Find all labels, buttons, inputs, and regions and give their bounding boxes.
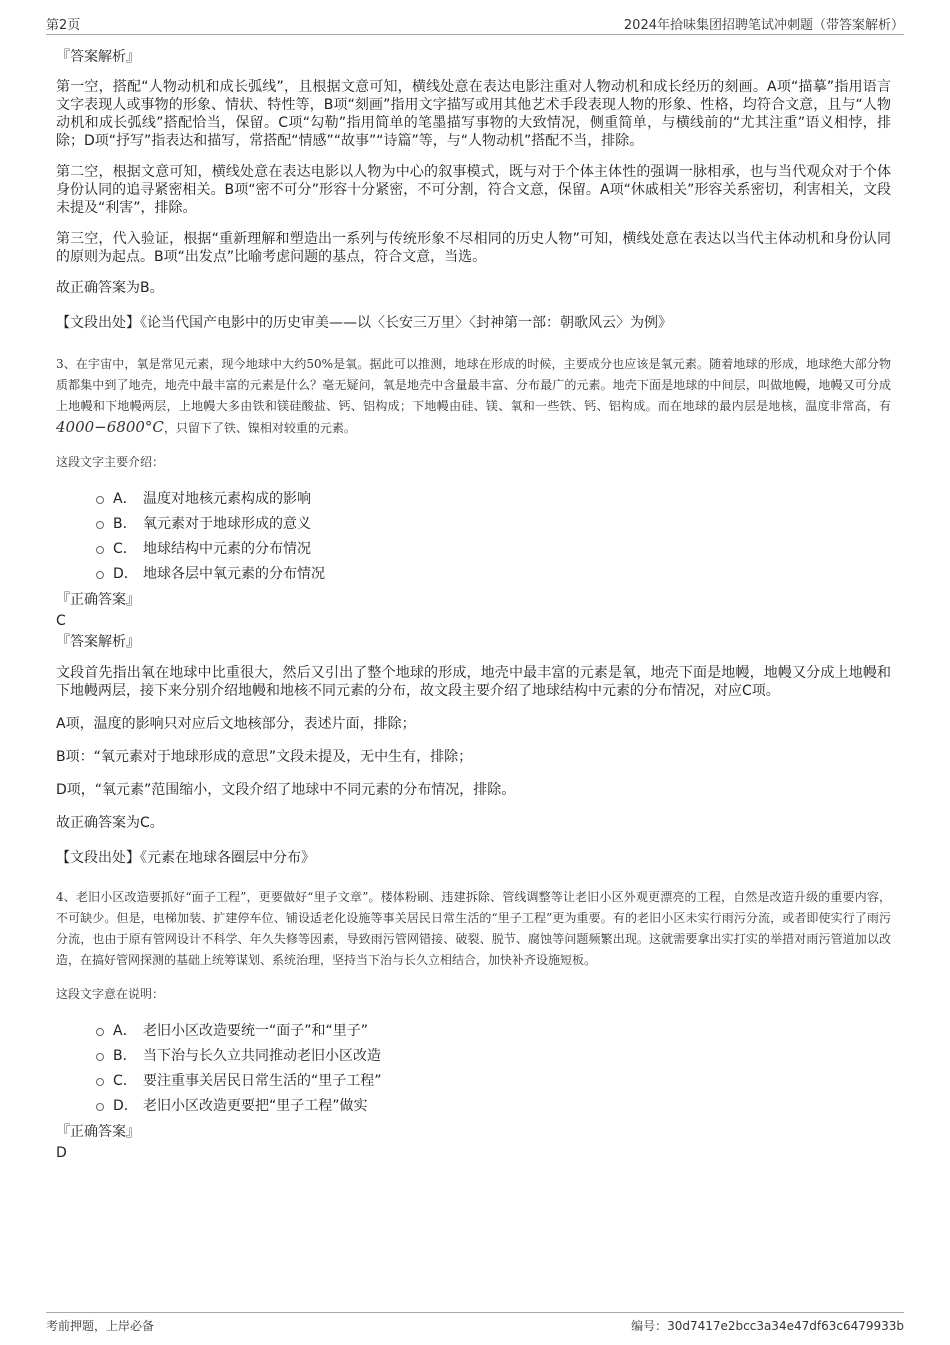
- q2-paragraph: 第一空，搭配“人物动机和成长弧线”，且根据文意可知，横线处意在表达电影注重对人物动机和成长经历的刻画。A项“描摹”指用语言文字表现人或事物的形象、情状、特性等，B项“刻画”指用文字描写或用其他艺术手段表现人物的形象、性格，均符合文意，且与“人物动机和成长弧线”搭配恰当，保留。C项“勾勒”指用简单的笔墨描写事物的大致情况，侧重简单，与横线前的“尤其注重”语义相悖，排除；D项“抒写”指表达和描写，常搭配“情感”“故事”“诗篇”等，与“人物动机”搭配不当，排除。: [56, 79, 891, 149]
- q3-paragraph: 故正确答案为C。: [56, 815, 164, 831]
- q3-answer: C: [56, 613, 66, 629]
- radio-icon[interactable]: [96, 496, 104, 504]
- page-header: [46, 14, 904, 35]
- document-body: [56, 48, 891, 1162]
- q3-text-after: ，只留下了铁、镍相对较重的元素。: [163, 421, 356, 435]
- document-title: 2024年拾味集团招聘笔试冲刺题（带答案解析）: [623, 18, 904, 33]
- q3-paragraph: A项，温度的影响只对应后文地核部分，表述片面，排除；: [56, 716, 416, 732]
- q2-source: 【文段出处】《论当代国产电影中的历史审美——以〈长安三万里〉〈封神第一部：朝歌风云〉为例》: [56, 315, 672, 331]
- q3-option-b[interactable]: [96, 512, 891, 537]
- option-text: 地球结构中元素的分布情况: [143, 541, 311, 557]
- q4-option-d[interactable]: [96, 1094, 891, 1119]
- q3-prompt: 这段文字主要介绍：: [56, 455, 165, 469]
- q3-paragraph: D项，“氧元素”范围缩小，文段介绍了地球中不同元素的分布情况，排除。: [56, 782, 516, 798]
- q3-options: [56, 487, 891, 587]
- q3-option-d[interactable]: [96, 562, 891, 587]
- option-letter: C．: [113, 541, 137, 557]
- q3-temperature-formula: 4000−6800°C: [56, 418, 164, 436]
- footer-slogan: 考前押题，上岸必备: [46, 1319, 155, 1333]
- q4-answer-label: 『正确答案』: [56, 1124, 140, 1140]
- option-letter: A．: [113, 1023, 137, 1039]
- option-letter: B．: [113, 1048, 137, 1064]
- option-text: 老旧小区改造要统一“面子”和“里子”: [143, 1023, 369, 1039]
- q4-prompt: 这段文字意在说明：: [56, 987, 165, 1001]
- option-letter: D．: [113, 566, 138, 582]
- option-letter: C．: [113, 1073, 137, 1089]
- option-text: 当下治与长久立共同推动老旧小区改造: [143, 1048, 381, 1064]
- q3-paragraph: B项：“氧元素对于地球形成的意思”文段未提及，无中生有，排除；: [56, 749, 473, 765]
- q4-options: [56, 1019, 891, 1119]
- q2-analysis: [56, 48, 891, 332]
- radio-icon[interactable]: [96, 546, 104, 554]
- q3-option-c[interactable]: [96, 537, 891, 562]
- option-text: 老旧小区改造更要把“里子工程”做实: [143, 1098, 368, 1114]
- option-letter: B．: [113, 516, 137, 532]
- option-letter: A．: [113, 491, 137, 507]
- option-text: 温度对地核元素构成的影响: [143, 491, 311, 507]
- q3-source: 【文段出处】《元素在地球各圈层中分布》: [56, 850, 315, 866]
- document-id: 编号：30d7417e2bcc3a34e47df63c6479933b: [631, 1319, 904, 1333]
- option-text: 地球各层中氧元素的分布情况: [143, 566, 325, 582]
- q2-paragraph: 第二空，根据文意可知，横线处意在表达电影以人物为中心的叙事模式，既与对于个体主体性的强调一脉相承，也与当代观众对于个体身份认同的追寻紧密相关。B项“密不可分”形容十分紧密，不可分割，符合文意，保留。A项“休戚相关”形容关系密切，利害相关，文段未提及“利害”，排除。: [56, 164, 891, 216]
- q4-option-a[interactable]: [96, 1019, 891, 1044]
- question-4: [56, 887, 891, 1162]
- page-number: 第2页: [46, 18, 81, 33]
- option-text: 氧元素对于地球形成的意义: [143, 516, 311, 532]
- q2-paragraph: 故正确答案为B。: [56, 280, 164, 296]
- q2-analysis-label: 『答案解析』: [56, 49, 140, 65]
- radio-icon[interactable]: [96, 1103, 104, 1111]
- q3-text-before: 3、在宇宙中，氧是常见元素，现今地球中大约50%是氧。据此可以推测，地球在形成的时候，主要成分也应该是氧元素。随着地球的形成，地球绝大部分物质都集中到了地壳，地壳中最丰富的元素是什么？毫无疑问，氧是地壳中含量最丰富、分布最广的元素。地壳下面是地球的中间层，叫做地幔，地幔又可分成上地幔和下地幔两层，上地幔大多由铁和镁硅酸盐、钙、铝构成；下地幔由硅、镁、氧和一些铁、钙、铝构成。而在地球的最内层是地核，温度非常高，有: [56, 357, 891, 413]
- q2-paragraph: 第三空，代入验证，根据“重新理解和塑造出一系列与传统形象不尽相同的历史人物”可知，横线处意在表达以当代主体动机和身份认同的原则为起点。B项“出发点”比喻考虑问题的基点，符合文意，当选。: [56, 231, 891, 265]
- radio-icon[interactable]: [96, 521, 104, 529]
- radio-icon[interactable]: [96, 1078, 104, 1086]
- q3-answer-label: 『正确答案』: [56, 592, 140, 608]
- option-text: 要注重事关居民日常生活的“里子工程”: [143, 1073, 382, 1089]
- question-3: [56, 354, 891, 867]
- q3-text: [56, 354, 891, 439]
- page-footer: [46, 1312, 904, 1335]
- radio-icon[interactable]: [96, 571, 104, 579]
- q4-answer: D: [56, 1145, 67, 1161]
- q4-text: 4、老旧小区改造要抓好“面子工程”，更要做好“里子文章”。楼体粉刷、违建拆除、管线调整等让老旧小区外观更漂亮的工程，自然是改造升级的重要内容，不可缺少。但是，电梯加装、扩建停车位、铺设适老化设施等事关居民日常生活的“里子工程”更为重要。有的老旧小区未实行雨污分流，或者即使实行了雨污分流，也由于原有管网设计不科学、年久失修等因素，导致雨污管网错接、破裂、脱节、腐蚀等问题频繁出现。这就需要拿出实打实的举措对雨污管道加以改造，在搞好管网探测的基础上统筹谋划、系统治理，坚持当下治与长久立相结合，加快补齐设施短板。: [56, 890, 891, 967]
- option-letter: D．: [113, 1098, 138, 1114]
- q4-option-b[interactable]: [96, 1044, 891, 1069]
- q3-paragraph: 文段首先指出氧在地球中比重很大，然后又引出了整个地球的形成，地壳中最丰富的元素是氧，地壳下面是地幔，地幔又分成上地幔和下地幔两层，接下来分别介绍地幔和地核不同元素的分布，故文段主要介绍了地球结构中元素的分布情况，对应C项。: [56, 665, 891, 699]
- q3-option-a[interactable]: [96, 487, 891, 512]
- q4-option-c[interactable]: [96, 1069, 891, 1094]
- radio-icon[interactable]: [96, 1053, 104, 1061]
- q3-analysis-label: 『答案解析』: [56, 634, 140, 650]
- radio-icon[interactable]: [96, 1028, 104, 1036]
